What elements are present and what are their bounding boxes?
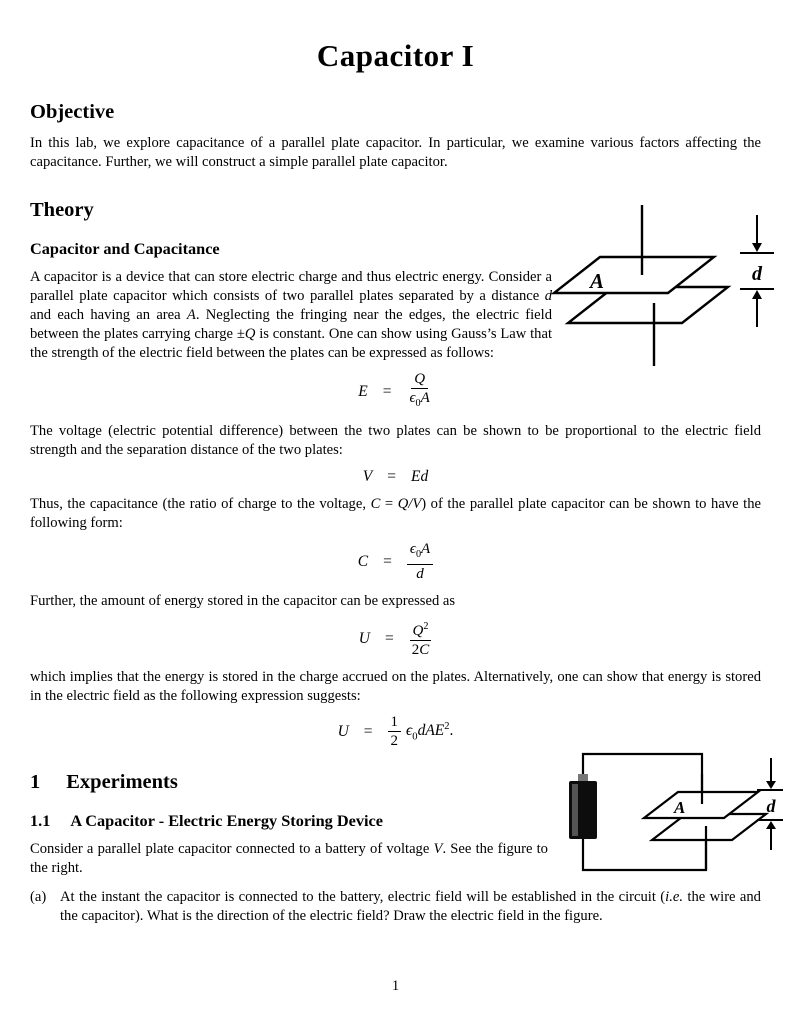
objective-paragraph: In this lab, we explore capacitance of a parallel plate capacitor. In particular, we examine various factors affecting the capacitance. Further, we will construct a simple parallel plate capacitor. [30, 135, 761, 170]
fraction-denominator: 2C [411, 642, 430, 658]
equation-lhs: U [337, 723, 349, 740]
battery-highlight [572, 784, 578, 836]
equation-lhs: V [362, 468, 373, 485]
arrow-up-icon [752, 290, 762, 299]
fraction-numerator: Q [411, 370, 428, 389]
section-title: Experiments [66, 771, 178, 793]
document-title: Capacitor I [316, 38, 475, 73]
circuit-diagram-svg [552, 744, 784, 904]
theory-paragraph-3: Thus, the capacitance (the ratio of charge to the voltage, C = Q/V) of the parallel plate capacitor can be shown to have the following form: [30, 496, 761, 531]
fraction-denominator: $\epsilon_0A$ [409, 390, 430, 409]
theory-paragraph-5: which implies that the energy is stored in the charge accrued on the plates. Alternatively, one can show that energy is stored in the electric field as the following expression suggests: [30, 669, 761, 704]
arrow-down-icon [766, 781, 776, 789]
equation-capacitance [30, 540, 761, 583]
subsection-title: A Capacitor - Electric Energy Storing Device [70, 811, 383, 830]
equation-voltage [30, 467, 761, 486]
fraction [409, 618, 433, 659]
theory-paragraph-2: The voltage (electric potential difference) between the two plates can be shown to be proportional to the electric field strength and the separation distance of the two plates: [30, 423, 761, 458]
equation-energy-charge [30, 618, 761, 659]
area-label: A [674, 798, 686, 817]
theory-heading: Theory [30, 199, 94, 221]
fraction-numerator: 1 [388, 713, 402, 732]
parallel-plate-capacitor-figure [544, 203, 782, 377]
equals-sign: = [387, 468, 396, 485]
capacitance-subheading: Capacitor and Capacitance [30, 239, 220, 258]
equation-lhs: E [358, 383, 368, 400]
fraction-numerator: $Q^2$ [410, 618, 432, 641]
fraction-numerator: $\epsilon_0A$ [407, 540, 433, 565]
equation-lhs: U [358, 630, 370, 647]
equals-sign: = [382, 383, 392, 400]
arrow-down-icon [752, 243, 762, 252]
equation-trailing-term: $\epsilon_0dAE^2$. [406, 720, 454, 743]
top-circuit-wire [583, 754, 702, 796]
item-label: (a) [30, 889, 47, 905]
area-label: A [590, 269, 605, 293]
fraction [406, 370, 432, 413]
equation-lhs: C [357, 553, 369, 570]
fraction-denominator: d [416, 566, 424, 582]
battery-capacitor-circuit-figure [552, 744, 784, 910]
page-number: 1 [391, 978, 400, 994]
fraction-denominator: 2 [390, 733, 399, 749]
subsection-number: 1.1 [30, 811, 51, 830]
experiments-paragraph: Consider a parallel plate capacitor connected to a battery of voltage V. See the figure to the right. [30, 841, 548, 876]
equals-sign: = [383, 553, 392, 570]
item-text: At the instant the capacitor is connected to the battery, electric field will be established in the circuit (i.e. the wire and the capacitor). What is the direction of the electric field? Draw the electric field in the figure. [60, 889, 761, 924]
fraction [407, 540, 433, 583]
capacitor-diagram-svg [544, 203, 782, 371]
equals-sign: = [363, 723, 373, 740]
distance-label: d [752, 263, 762, 285]
objective-heading: Objective [30, 101, 115, 123]
theory-paragraph-4: Further, the amount of energy stored in the capacitor can be expressed as [30, 593, 456, 609]
fraction [388, 713, 402, 750]
distance-label: d [766, 796, 776, 816]
section-number: 1 [30, 771, 41, 793]
arrow-up-icon [766, 821, 776, 829]
theory-paragraph-1: A capacitor is a device that can store electric charge and thus electric energy. Consider a parallel plate capacitor which consists of two parallel plates separated by a distance d and each having an area A. Neglecting the fringing near the edges, the electric field between the plates carrying charge ±Q is constant. One can show using Gauss’s Law that the strength of the electric field between the plates can be expressed as follows: [30, 269, 553, 361]
equals-sign: = [384, 630, 394, 647]
equation-rhs: Ed [411, 468, 429, 485]
